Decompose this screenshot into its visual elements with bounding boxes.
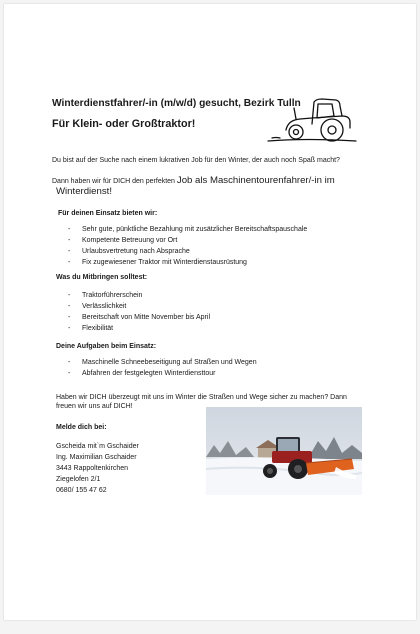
outro-line-1: Haben wir DICH überzeugt mit uns im Winter die Straßen und Wege sicher zu machen? Dann: [56, 394, 347, 401]
intro-line-2-lead: Dann haben wir für DICH den perfekten: [52, 178, 177, 185]
section-heading-tasks: Deine Aufgaben beim Einsatz:: [56, 343, 157, 350]
job-title: Winterdienstfahrer/-in (m/w/d) gesucht, Bezirk Tulln: [52, 98, 301, 109]
list-item: - Fix zugewiesener Traktor mit Winterdienstausrüstung: [68, 257, 307, 268]
contact-block: [56, 441, 139, 496]
intro-line-2: [52, 175, 335, 186]
list-item: - Maschinelle Schneebeseitigung auf Straßen und Wegen: [68, 357, 257, 368]
list-item: - Abfahren der festgelegten Winterdiensttour: [68, 368, 257, 379]
contact-street: Ziegelofen 2/1: [56, 476, 101, 483]
list-item: - Traktorführerschein: [68, 290, 210, 301]
contact-phone: 0680/ 155 47 62: [56, 487, 107, 494]
list-item: - Sehr gute, pünktliche Bezahlung mit zusätzlicher Bereitschaftspauschale: [68, 224, 307, 235]
contact-company: Gscheida mit`m Gschaider: [56, 443, 139, 450]
outro-line-2: freuen wir uns auf DICH!: [56, 403, 133, 410]
flyer-page: [4, 4, 416, 620]
section-heading-requirements: Was du Mitbringen solltest:: [56, 274, 148, 281]
intro-line-1: Du bist auf der Suche nach einem lukrativen Job für den Winter, der auch noch Spaß macht?: [52, 157, 340, 164]
job-subtitle: Für Klein- oder Großtraktor!: [52, 118, 196, 130]
list-item: - Urlaubsvertretung nach Absprache: [68, 246, 307, 257]
list-item: - Flexibilität: [68, 323, 210, 334]
offer-list: [68, 224, 307, 268]
requirements-list: [68, 290, 210, 334]
tasks-list: [68, 357, 257, 379]
list-item: - Kompetente Betreuung vor Ort: [68, 235, 307, 246]
intro-line-2-highlight: Job als Maschinentourenfahrer/-in im: [176, 175, 335, 186]
contact-heading: Melde dich bei:: [56, 424, 107, 431]
contact-city: 3443 Rappoltenkirchen: [56, 465, 128, 472]
list-item: - Verlässlichkeit: [68, 301, 210, 312]
tractor-logo-icon: [266, 94, 358, 144]
section-heading-offer: Für deinen Einsatz bieten wir:: [58, 210, 158, 217]
intro-line-2-continued: Winterdienst!: [56, 186, 112, 197]
contact-person: Ing. Maximilian Gschaider: [56, 454, 137, 461]
tractor-snow-photo: [206, 407, 362, 495]
list-item: - Bereitschaft von Mitte November bis April: [68, 312, 210, 323]
